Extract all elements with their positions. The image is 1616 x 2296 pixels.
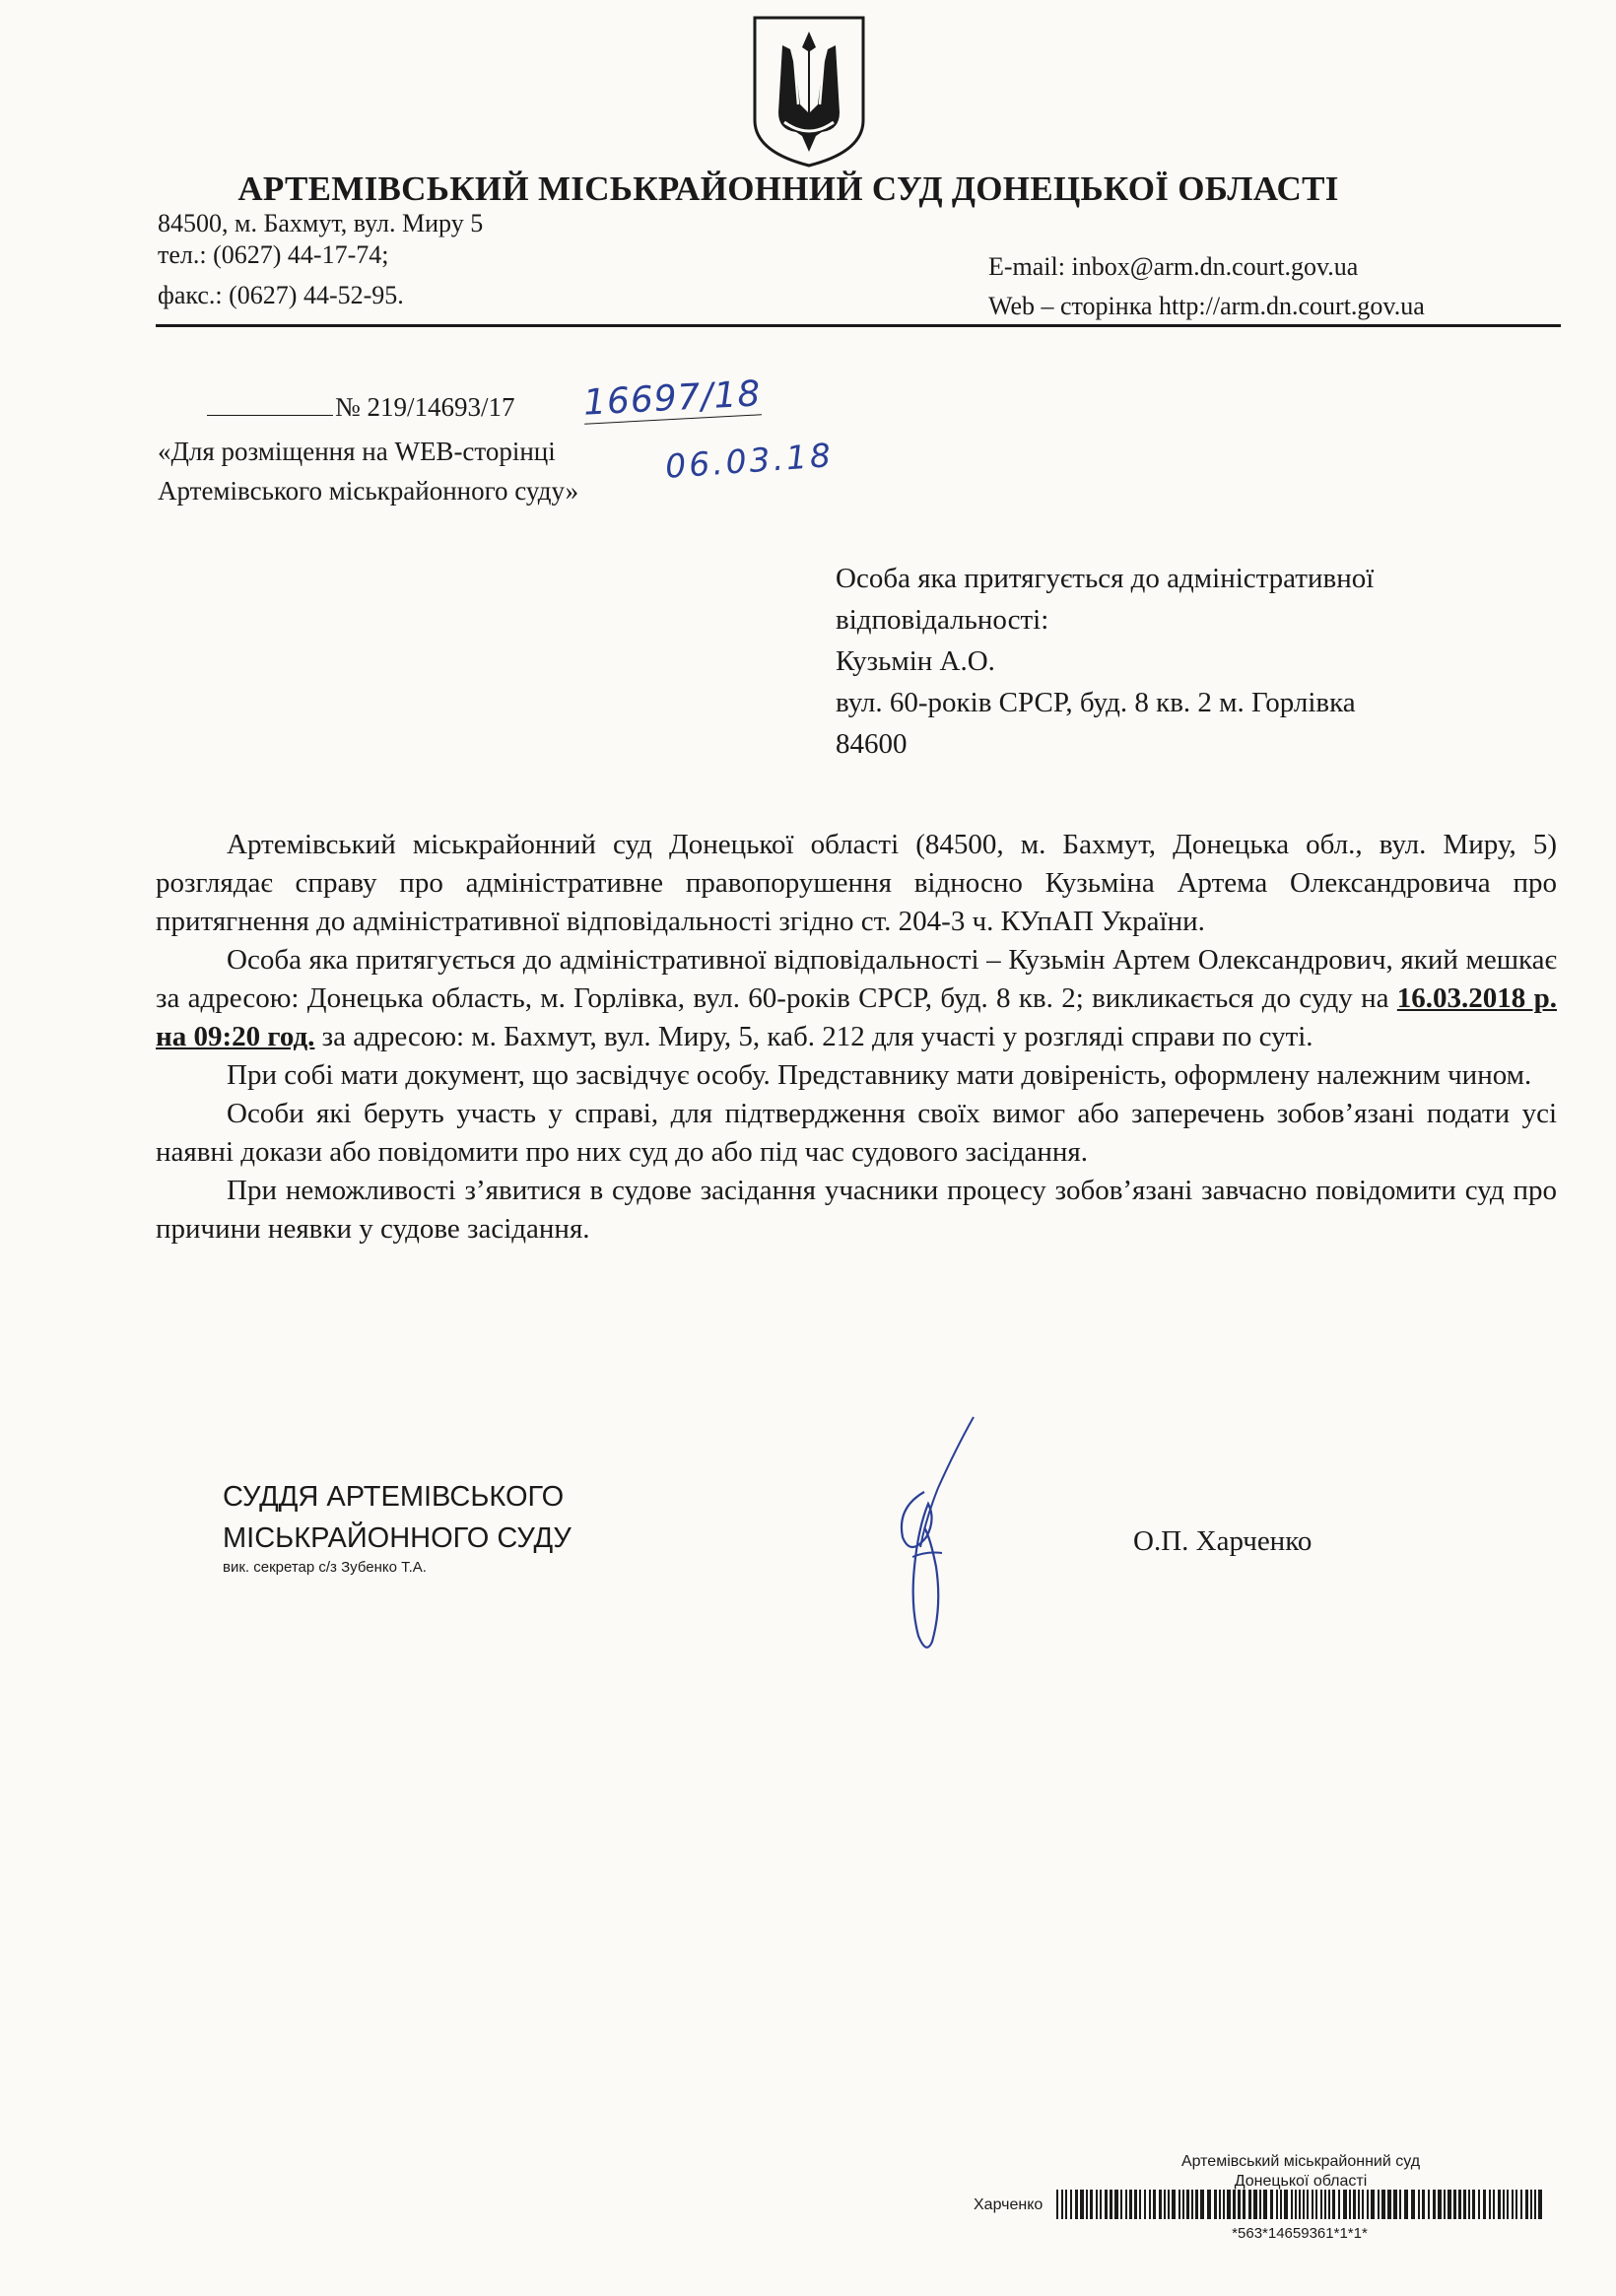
handwritten-number: 16697/18 xyxy=(582,373,763,424)
recipient-postcode: 84600 xyxy=(836,728,908,760)
publication-note xyxy=(158,432,578,510)
recipient-address: вул. 60-років СРСР, буд. 8 кв. 2 м. Горлівка xyxy=(836,687,1356,718)
outgoing-number-label: № 219/14693/17 xyxy=(335,392,515,422)
hearing-datetime: 16.03.2018 р. на 09:20 год. xyxy=(156,982,1557,1052)
barcode-number: *563*14659361*1*1* xyxy=(1232,2225,1368,2242)
court-phone: тел.: (0627) 44-17-74; xyxy=(158,240,389,269)
recipient-name: Кузьмін А.О. xyxy=(836,645,995,677)
court-email: E-mail: inbox@arm.dn.court.gov.ua xyxy=(988,252,1359,281)
recipient-line1: Особа яка притягується до адміністративної xyxy=(836,563,1375,594)
recipient-line2: відповідальності: xyxy=(836,604,1049,636)
court-address: 84500, м. Бахмут, вул. Миру 5 xyxy=(158,209,484,237)
judge-title-line2: МІСЬКРАЙОННОГО СУДУ xyxy=(223,1522,572,1554)
judge-title xyxy=(223,1476,572,1559)
publication-note-line1: «Для розміщення на WEB-сторінці xyxy=(158,437,556,466)
body-paragraph: При собі мати документ, що засвідчує особу. Представнику мати довіреність, оформлену належним чином. xyxy=(227,1059,1532,1091)
secretary-note: вик. секретар с/з Зубенко Т.А. xyxy=(223,1559,427,1576)
body-paragraph: Особи які беруть участь у справі, для підтвердження своїх вимог або заперечень зобов’язані подати усі наявні докази або повідомити про них суд до або під час судового засідання. xyxy=(156,1098,1557,1168)
barcode-icon xyxy=(1056,2190,1543,2219)
body-paragraph: Артемівський міськрайонний суд Донецької області (84500, м. Бахмут, Донецька обл., вул. Миру, 5) розглядає справу про адміністративне правопорушення відносно Кузьміна Артема Олександровича про притягнення до адміністративної відповідальності згідно ст. 204-3 ч. КУпАП України. xyxy=(156,829,1557,937)
handwritten-date: 06.03.18 xyxy=(663,436,836,486)
registration-court xyxy=(1133,2152,1468,2192)
registration-name: Харченко xyxy=(974,2196,1044,2213)
letter-body xyxy=(156,826,1557,1249)
registration-court-line1: Артемівський міськрайонний суд xyxy=(1180,2153,1421,2170)
signature-icon xyxy=(867,1409,995,1665)
body-paragraph-summons: Особа яка притягується до адміністративної відповідальності – Кузьмін Артем Олександрович, який мешкає за адресою: Донецька область, м. Горлівка, вул. 60-років СРСР, буд. 8 кв. 2; викликається до суду на 16.03.2018 р. на 09:20 год. за адресою: м. Бахмут, вул. Миру, 5, каб. 212 для участі у розгляді справи по суті. xyxy=(156,944,1557,1052)
registration-court-line2: Донецької області xyxy=(1234,2173,1368,2190)
outgoing-number xyxy=(207,392,515,423)
recipient-block xyxy=(836,558,1374,765)
judge-name: О.П. Харченко xyxy=(1133,1525,1313,1557)
court-fax: факс.: (0627) 44-52-95. xyxy=(158,281,404,309)
number-blank-line xyxy=(207,415,333,416)
court-website: Web – сторінка http://arm.dn.court.gov.ua xyxy=(988,292,1425,320)
coat-of-arms-icon xyxy=(751,14,867,169)
header-divider xyxy=(156,324,1561,327)
publication-note-line2: Артемівського міськрайонного суду» xyxy=(158,476,579,506)
body-paragraph: При неможливості з’явитися в судове засідання учасники процесу зобов’язані завчасно повідомити суд про причини неявки у судове засідання. xyxy=(156,1175,1557,1245)
court-title: АРТЕМІВСЬКИЙ МІСЬКРАЙОННИЙ СУД ДОНЕЦЬКОЇ ОБЛАСТІ xyxy=(237,169,1339,208)
judge-title-line1: СУДДЯ АРТЕМІВСЬКОГО xyxy=(223,1481,565,1513)
